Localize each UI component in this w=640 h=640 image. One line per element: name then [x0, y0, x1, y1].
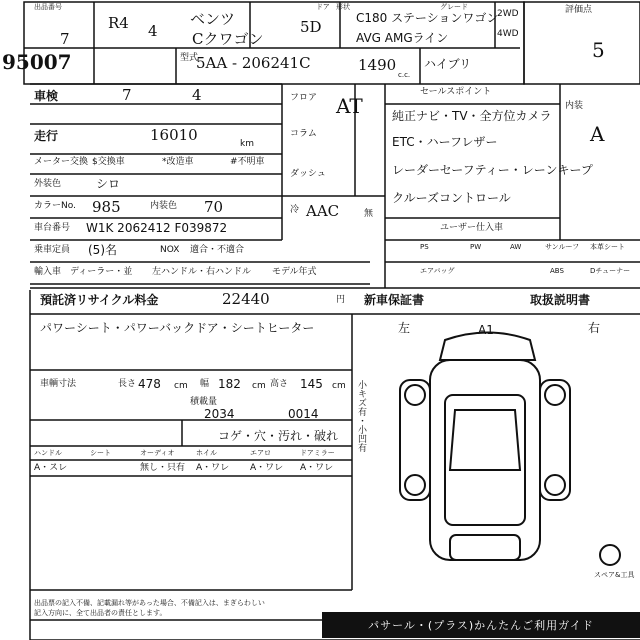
width-unit: cm	[252, 381, 266, 391]
fuel-type: ハイブリ	[424, 57, 472, 71]
inspection-year: 7	[122, 86, 132, 104]
diagram-mark: A1	[478, 323, 494, 337]
door-label: ドア	[316, 3, 330, 11]
color-code-label: カラーNo.	[34, 201, 76, 211]
column-label: コラム	[290, 129, 317, 139]
vin-value: W1K 2062412 F039872	[86, 221, 228, 235]
mileage-value: 16010	[150, 126, 198, 144]
col-seat: シート	[90, 449, 111, 457]
meter-label: メーター交換	[34, 157, 89, 167]
maker: ベンツ	[190, 10, 236, 28]
row-handle: A・スレ	[34, 463, 68, 473]
import-label: 輸入車	[34, 267, 62, 277]
sales-point-3: レーダーセーフティー・レーンキープ	[392, 163, 593, 177]
doors: 5D	[300, 18, 322, 36]
grade-label: グレード	[440, 3, 468, 11]
model: Cクワゴン	[192, 30, 264, 48]
equip-abs: ABS	[550, 267, 564, 275]
color-label: 外装色	[34, 179, 62, 189]
footer-note-2: 記入方向に、全て出品者の責任とします。	[34, 609, 167, 617]
color-value: シロ	[96, 177, 121, 191]
vin-label: 車台番号	[34, 223, 71, 233]
inspection-month: 4	[192, 86, 202, 104]
col-wheel: ホイル	[196, 449, 217, 457]
equip-sunroof: サンルーフ	[545, 243, 580, 251]
sales-point-1: 純正ナビ・TV・全方位カメラ	[392, 109, 552, 123]
ac-label: 冷	[290, 205, 300, 215]
recycle-unit: 円	[336, 295, 346, 305]
load-weight: 0014	[288, 407, 319, 421]
length-unit: cm	[174, 381, 188, 391]
equip-aw: AW	[510, 243, 522, 251]
equip-leather: 本革シート	[590, 243, 625, 251]
overall-score: 5	[592, 38, 605, 62]
model-year-label: モデル年式	[272, 267, 317, 277]
meter-exchange: $交換車	[92, 157, 125, 167]
shape-label: 形状	[336, 3, 350, 11]
seats-value: (5)名	[88, 243, 117, 257]
recycle-value: 22440	[222, 290, 270, 308]
manual-label: 取扱説明書	[530, 293, 591, 307]
interior-score: A	[590, 122, 605, 146]
nox-value: 適合・不適合	[190, 245, 245, 255]
guide-banner: パサール・(プラス)かんたんご利用ガイド	[322, 612, 640, 638]
spare-label: スペア&工具	[594, 571, 635, 579]
type-label: 型式	[180, 53, 199, 63]
note-1: パワーシート・パワーバックドア・シートヒーター	[40, 321, 315, 335]
right-label: 右	[588, 321, 601, 335]
user-purchase: ユーザー仕入車	[440, 223, 504, 233]
meter-unknown: #不明車	[230, 157, 265, 167]
row-aero: A・ワレ	[250, 463, 284, 473]
equip-ps: PS	[420, 243, 429, 251]
interior-condition: コゲ・穴・汚れ・破れ	[218, 429, 339, 443]
left-label: 左	[398, 321, 411, 335]
lot-prefix: 7	[60, 30, 70, 48]
cc-unit: c.c.	[398, 71, 411, 79]
recycle-label: 預託済リサイクル料金	[40, 293, 159, 307]
col-aero: エアロ	[250, 449, 271, 457]
dealer-value: ディーラー・並	[70, 267, 133, 277]
sales-point-label: セールスポイント	[420, 87, 492, 97]
equip-airbag: エアバッグ	[420, 267, 455, 275]
grade2: AVG AMGライン	[356, 31, 449, 45]
height-value: 145	[300, 377, 323, 391]
inspection-label: 車検	[34, 89, 59, 103]
equip-dtuner: Dチューナー	[590, 267, 631, 275]
warranty-label: 新車保証書	[364, 293, 425, 307]
row-wheel: A・ワレ	[196, 463, 230, 473]
width-value: 182	[218, 377, 241, 391]
grade: C180 ステーションワゴン	[356, 11, 499, 25]
length-value: 478	[138, 377, 161, 391]
meter-modify: *改造車	[162, 157, 194, 167]
year-model: R4	[108, 14, 129, 32]
sales-point-2: ETC・ハーフレザー	[392, 135, 498, 149]
score-label: 評価点	[565, 5, 593, 15]
transmission: AT	[336, 94, 363, 118]
venue-label: 出品番号	[34, 3, 62, 11]
sales-point-4: クルーズコントロール	[392, 191, 511, 205]
seats-label: 乗車定員	[34, 245, 71, 255]
ac-value: AAC	[306, 202, 340, 220]
nox-label: NOX	[160, 245, 180, 255]
length-label: 長さ	[118, 379, 137, 389]
col-handle: ハンドル	[34, 449, 62, 457]
col-mirror: ドアミラー	[300, 449, 335, 457]
ton-label: 積載量	[190, 397, 218, 407]
width-label: 幅	[200, 379, 210, 389]
interior-score-label: 内装	[565, 101, 584, 111]
type-value: 5AA - 206241C	[196, 54, 311, 72]
engine-cc: 1490	[358, 56, 397, 74]
dims-label: 車輌寸法	[40, 379, 77, 389]
dash-label: ダッシュ	[290, 169, 326, 179]
height-unit: cm	[332, 381, 346, 391]
color-code: 985	[92, 198, 121, 216]
row-mirror: A・ワレ	[300, 463, 334, 473]
col-audio: オーディオ	[140, 449, 175, 457]
lot-number: 95007	[2, 50, 72, 74]
mileage-label: 走行	[34, 129, 59, 143]
drive-2wd: 2WD	[497, 9, 519, 19]
total-weight: 2034	[204, 407, 235, 421]
side-legend: 小キズ有・小凹有	[356, 380, 366, 452]
row-audio: 無し・只有	[140, 463, 186, 473]
interior-color: 70	[204, 198, 224, 216]
drive-4wd: 4WD	[497, 29, 519, 39]
height-label: 高さ	[270, 379, 289, 389]
handle-value: 左ハンドル・右ハンドル	[152, 267, 252, 277]
interior-color-label: 内装色	[150, 201, 178, 211]
month-model: 4	[148, 22, 158, 40]
floor-label: フロア	[290, 93, 318, 103]
footer-note-1: 出品票の記入不備、記載漏れ等があった場合、不備記入は、まぎらわしい	[34, 599, 265, 607]
none-label: 無	[364, 209, 374, 219]
mileage-unit: km	[240, 139, 254, 149]
equip-pw: PW	[470, 243, 482, 251]
